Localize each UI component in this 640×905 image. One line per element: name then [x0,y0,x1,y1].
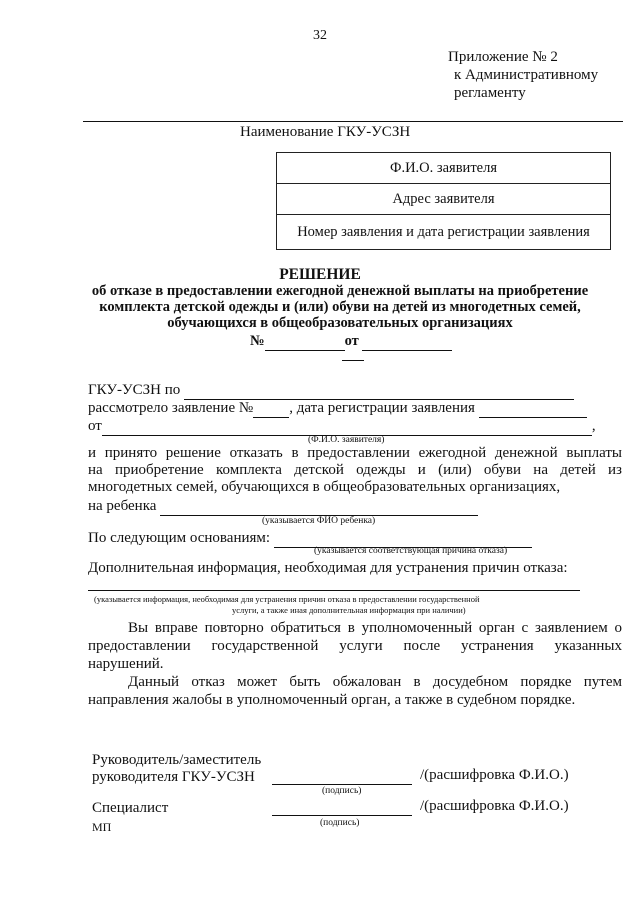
application-number-date-cell: Номер заявления и дата регистрации заявления [297,224,590,240]
reapply-line-1: Вы вправе повторно обратиться в уполномоченный орган с заявлением о [128,620,622,636]
registration-date-blank [479,400,587,418]
applicant-box [276,152,611,250]
applicant-name-blank [102,418,592,436]
number-blank [265,333,345,351]
decision-line-3: многодетных семей, обучающихся в общеобразовательных организациях, [88,479,561,495]
specialist-transcript: /(расшифровка Ф.И.О.) [420,798,569,814]
short-divider [342,360,364,361]
additional-info-label: Дополнительная информация, необходимая для устранения причин отказа: [88,560,568,576]
child-name-blank [160,498,478,516]
specialist-signature-blank [272,815,412,816]
page-number: 32 [313,28,327,43]
document-subtitle: об отказе в предоставлении ежегодной денежной выплаты на приобретение комплекта детской одежды и (или) обуви на детей из многодетных семей, обучающихся в общеобразовательных организациях [91,283,589,331]
applicant-address-cell: Адрес заявителя [277,184,610,215]
organization-name: Наименование ГКУ-УСЗН [240,124,411,140]
reapply-line-3: нарушений. [88,656,164,672]
fio-caption: (Ф.И.О. заявителя) [308,435,385,445]
appendix-note [448,48,598,102]
appendix-line-1: Приложение № 2 [448,49,558,65]
head-title-line-1: Руководитель/заместитель [92,752,262,768]
document-title: РЕШЕНИЕ [279,266,361,283]
child-caption: (указывается ФИО ребенка) [262,516,376,526]
applicant-fio-cell: Ф.И.О. заявителя [277,153,610,184]
appeal-line-2: направления жалобы в уполномоченный орган, а также в судебном порядке. [88,692,576,708]
reapply-line-2: предоставлении государственной услуги после устранения указанных [88,638,622,654]
additional-info-blank [88,590,580,591]
from-label: от [88,418,102,434]
stamp-label: МП [92,820,112,834]
head-title-line-2: руководителя ГКУ-УСЗН [92,769,255,785]
appendix-line-2: к Административному [454,67,599,83]
decision-line-1: и принято решение отказать в предоставлении ежегодной денежной выплаты [88,445,622,461]
gku-prefix: ГКУ-УСЗН по [88,382,181,398]
child-prefix: на ребенка [88,498,157,514]
specialist-label: Специалист [92,800,169,816]
additional-caption-2: услуги, а также иная дополнительная информация при наличии) [232,605,466,615]
additional-caption-1: (указывается информация, необходимая для устранения причин отказа в предоставлении государственной [94,594,480,604]
grounds-caption: (указывается соответствующая причина отказа) [314,546,508,556]
reviewed-line [88,400,587,418]
top-divider [83,121,623,122]
registration-date-label: , дата регистрации заявления [289,400,475,416]
number-sign: № [250,333,265,349]
date-blank [362,333,452,351]
grounds-prefix: По следующим основаниям: [88,530,271,546]
decision-number-line [250,333,452,351]
head-signature-blank [272,784,412,785]
appeal-line-1: Данный отказ может быть обжалован в досудебном порядке путем [128,674,622,690]
head-signature-caption: (подпись) [322,786,362,796]
gku-line [88,382,574,400]
reviewed-prefix: рассмотрело заявление № [88,400,254,416]
gku-blank [184,382,574,400]
specialist-signature-caption: (подпись) [320,818,360,828]
application-number-blank [253,400,289,418]
head-transcript: /(расшифровка Ф.И.О.) [420,767,569,783]
decision-line-2: на приобретение комплекта детской одежды и (или) обуви на детей из [88,462,622,478]
from-line [88,418,596,436]
child-line [88,498,478,516]
appendix-line-3: регламенту [454,85,526,101]
from-comma: , [591,418,596,434]
date-from-label: от [344,333,359,349]
